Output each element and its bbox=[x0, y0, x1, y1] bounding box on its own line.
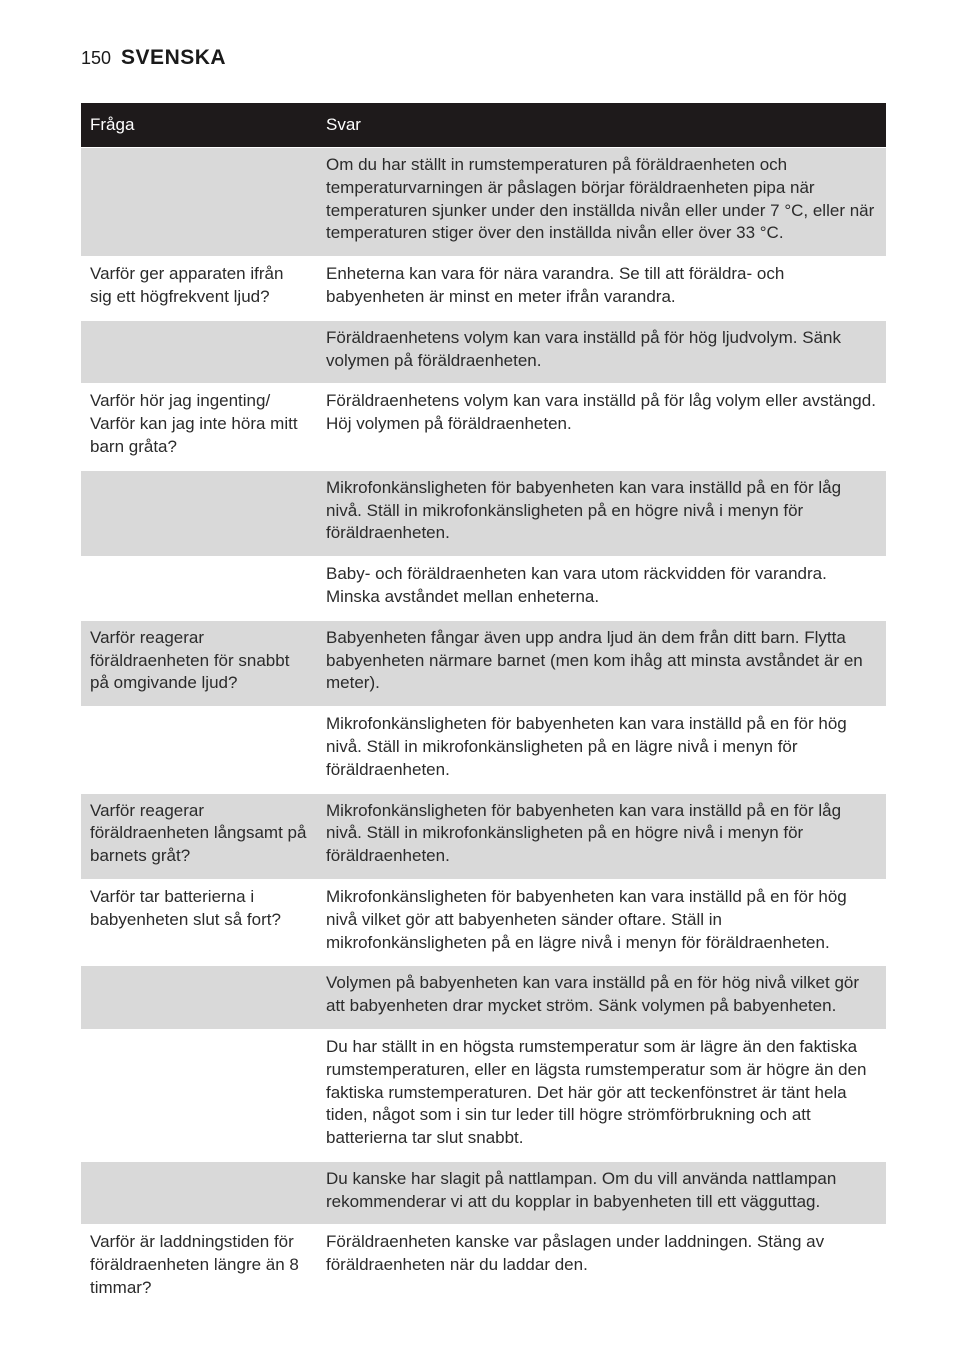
table-row bbox=[81, 879, 886, 965]
question-cell: Varför reagerar föräldraenheten för snabbt på omgivande ljud? bbox=[81, 620, 317, 706]
question-cell bbox=[81, 707, 317, 793]
answer-cell: Baby- och föräldraenheten kan vara utom räckvidden för varandra. Minska avståndet mellan enheterna. bbox=[317, 557, 886, 621]
question-cell bbox=[81, 1029, 317, 1161]
table-row bbox=[81, 557, 886, 621]
answer-cell: Mikrofonkänsligheten för babyenheten kan vara inställd på en för hög nivå vilket gör att babyenheten sänder oftare. Ställ in mikrofonkänsligheten på en lägre nivå i menyn för föräldraenheten. bbox=[317, 879, 886, 965]
answer-cell: Volymen på babyenheten kan vara inställd på en för hög nivå vilket gör att babyenheten drar mycket ström. Sänk volymen på babyenheten. bbox=[317, 966, 886, 1030]
answer-cell: Föräldraenheten kanske var påslagen under laddningen. Stäng av föräldraenheten när du laddar den. bbox=[317, 1225, 886, 1311]
answer-cell: Föräldraenhetens volym kan vara inställd på för hög ljudvolym. Sänk volymen på föräldraenheten. bbox=[317, 320, 886, 384]
answer-cell: Du kanske har slagit på nattlampan. Om du vill använda nattlampan rekommenderar vi att du kopplar in babyenheten till ett vägguttag. bbox=[317, 1161, 886, 1225]
question-cell: Varför hör jag ingenting/ Varför kan jag inte höra mitt barn gråta? bbox=[81, 384, 317, 470]
table-row bbox=[81, 793, 886, 879]
answer-cell: Enheterna kan vara för nära varandra. Se till att föräldra- och babyenheten är minst en meter ifrån varandra. bbox=[317, 257, 886, 321]
table-row bbox=[81, 966, 886, 1030]
question-cell: Varför reagerar föräldraenheten långsamt på barnets gråt? bbox=[81, 793, 317, 879]
section-title: SVENSKA bbox=[121, 46, 227, 69]
column-header-question: Fråga bbox=[81, 103, 317, 148]
table-row bbox=[81, 707, 886, 793]
answer-cell: Babyenheten fångar även upp andra ljud än dem från ditt barn. Flytta babyenheten närmare barnet (men kom ihåg att minsta avståndet är en meter). bbox=[317, 620, 886, 706]
answer-cell: Mikrofonkänsligheten för babyenheten kan vara inställd på en för hög nivå. Ställ in mikrofonkänsligheten på en lägre nivå i menyn för föräldraenheten. bbox=[317, 707, 886, 793]
question-cell: Varför är laddningstiden för föräldraenheten längre än 8 timmar? bbox=[81, 1225, 317, 1311]
table-row bbox=[81, 470, 886, 556]
faq-table-body bbox=[81, 148, 886, 1311]
table-row bbox=[81, 320, 886, 384]
answer-cell: Föräldraenhetens volym kan vara inställd på för låg volym eller avstängd. Höj volymen på föräldraenheten. bbox=[317, 384, 886, 470]
question-cell bbox=[81, 1161, 317, 1225]
answer-cell: Mikrofonkänsligheten för babyenheten kan vara inställd på en för låg nivå. Ställ in mikrofonkänsligheten på en högre nivå i menyn för föräldraenheten. bbox=[317, 470, 886, 556]
question-cell bbox=[81, 470, 317, 556]
question-cell: Varför ger apparaten ifrån sig ett högfrekvent ljud? bbox=[81, 257, 317, 321]
page-header bbox=[81, 46, 226, 76]
table-header-row bbox=[81, 103, 886, 148]
question-cell bbox=[81, 320, 317, 384]
table-row bbox=[81, 620, 886, 706]
faq-table bbox=[81, 103, 886, 1311]
question-cell bbox=[81, 966, 317, 1030]
answer-cell: Du har ställt in en högsta rumstemperatur som är lägre än den faktiska rumstemperaturen, eller en lägsta rumstemperatur som är högre än den faktiska rumstemperaturen. Det här gör att teckenfönstret är tänt hela tiden, något som i sin tur leder till högre strömförbrukning och att batterierna tar slut snabbt. bbox=[317, 1029, 886, 1161]
table-row bbox=[81, 1029, 886, 1161]
table-row bbox=[81, 384, 886, 470]
question-cell bbox=[81, 557, 317, 621]
table-row bbox=[81, 1161, 886, 1225]
table-row bbox=[81, 1225, 886, 1311]
page-number: 150 bbox=[81, 48, 112, 68]
table-row bbox=[81, 257, 886, 321]
table-row bbox=[81, 148, 886, 257]
answer-cell: Om du har ställt in rumstemperaturen på föräldraenheten och temperaturvarningen är påslagen börjar föräldraenheten pipa när temperaturen sjunker under den inställda nivån eller under 7 °C, eller när temperaturen stiger över den inställda nivån eller över 33 °C. bbox=[317, 148, 886, 257]
column-header-answer: Svar bbox=[317, 103, 886, 148]
answer-cell: Mikrofonkänsligheten för babyenheten kan vara inställd på en för låg nivå. Ställ in mikrofonkänsligheten på en högre nivå i menyn för föräldraenheten. bbox=[317, 793, 886, 879]
question-cell bbox=[81, 148, 317, 257]
question-cell: Varför tar batterierna i babyenheten slut så fort? bbox=[81, 879, 317, 965]
